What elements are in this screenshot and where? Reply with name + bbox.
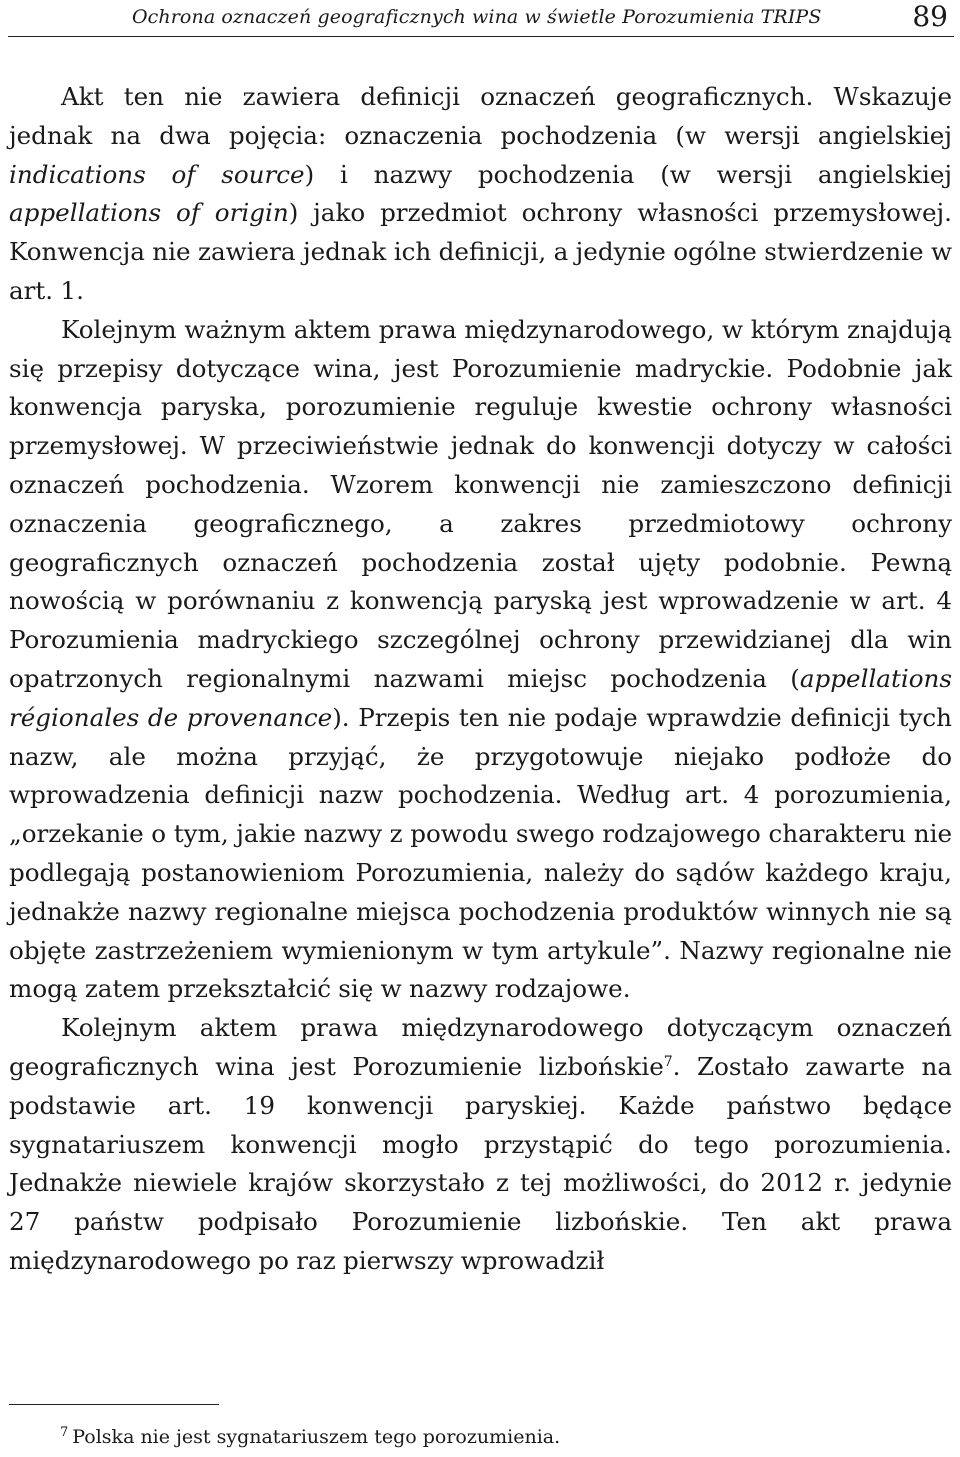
paragraph-1 [9, 78, 952, 311]
footnote [60, 1426, 560, 1448]
paragraph-3 [9, 1009, 952, 1281]
text-run: ) jako przedmiot ochrony własności przemysłowej. Konwencja nie zawiera jednak ich definicji, a jedynie ogólne stwierdzenie w art. 1. [9, 198, 952, 305]
italic-term: indications of source [9, 159, 305, 189]
footnote-divider [9, 1404, 219, 1405]
footnote-reference[interactable]: 7 [663, 1053, 673, 1070]
running-title: Ochrona oznaczeń geograficznych wina w świetle Porozumienia TRIPS [132, 6, 822, 28]
text-run: Akt ten nie zawiera definicji oznaczeń geograficznych. Wskazuje jednak na dwa pojęcia: oznaczenia pochodzenia (w wersji angielskiej [9, 82, 952, 150]
page-number: 89 [912, 0, 948, 33]
paragraph-2 [9, 311, 952, 1009]
text-run: ) i nazwy pochodzenia (w wersji angielskiej [304, 159, 952, 189]
page-header [8, 0, 954, 37]
italic-term: appellations régionales de provenance [9, 663, 952, 732]
italic-term: appellations of origin [9, 198, 289, 228]
footnote-mark: 7 [60, 1424, 69, 1440]
text-run: . Zostało zawarte na podstawie art. 19 konwencji paryskiej. Każde państwo będące sygnatariuszem konwencji mogło przystąpić do tego porozumienia. Jednakże niewiele krajów skorzystało z tej możliwości, do 2012 r. jedynie 27 państw podpisało Porozumienie lizbońskie. Ten akt prawa międzynarodowego po raz pierwszy wprowadził [9, 1051, 952, 1275]
text-run: Kolejnym ważnym aktem prawa międzynarodowego, w którym znajdują się przepisy dotyczące wina, jest Porozumienie madryckie. Podobnie jak konwencja paryska, porozumienie reguluje kwestie ochrony własności przemysłowej. W przeciwieństwie jednak do konwencji dotyczy w całości oznaczeń pochodzenia. Wzorem konwencji nie zamieszczono definicji oznaczenia geograficznego, a zakres przedmiotowy ochrony geograficznych oznaczeń pochodzenia został ujęty podobnie. Pewną nowością w porównaniu z konwencją paryską jest wprowadzenie w art. 4 Porozumienia madryckiego szczególnej ochrony przewidzianej dla win opatrzonych regionalnymi nazwami miejsc pochodzenia ( [9, 314, 952, 693]
text-run: ). Przepis ten nie podaje wprawdzie definicji tych nazw, ale można przyjąć, że przygotowuje niejako podłoże do wprowadzenia definicji nazw pochodzenia. Według art. 4 porozumienia, „orzekanie o tym, jakie nazwy z powodu swego rodzajowego charakteru nie podlegają postanowieniom Porozumienia, należy do sądów każdego kraju, jednakże nazwy regionalne miejsca pochodzenia produktów winnych nie są objęte zastrzeżeniem wymienionym w tym artykule”. Nazwy regionalne nie mogą zatem przekształcić się w nazwy rodzajowe. [9, 702, 952, 1004]
footnote-text: Polska nie jest sygnatariuszem tego porozumienia. [72, 1426, 561, 1448]
body-text [9, 78, 952, 1281]
text-run: Kolejnym aktem prawa międzynarodowego dotyczącym oznaczeń geograficznych wina jest Porozumienie lizbońskie [9, 1013, 952, 1081]
